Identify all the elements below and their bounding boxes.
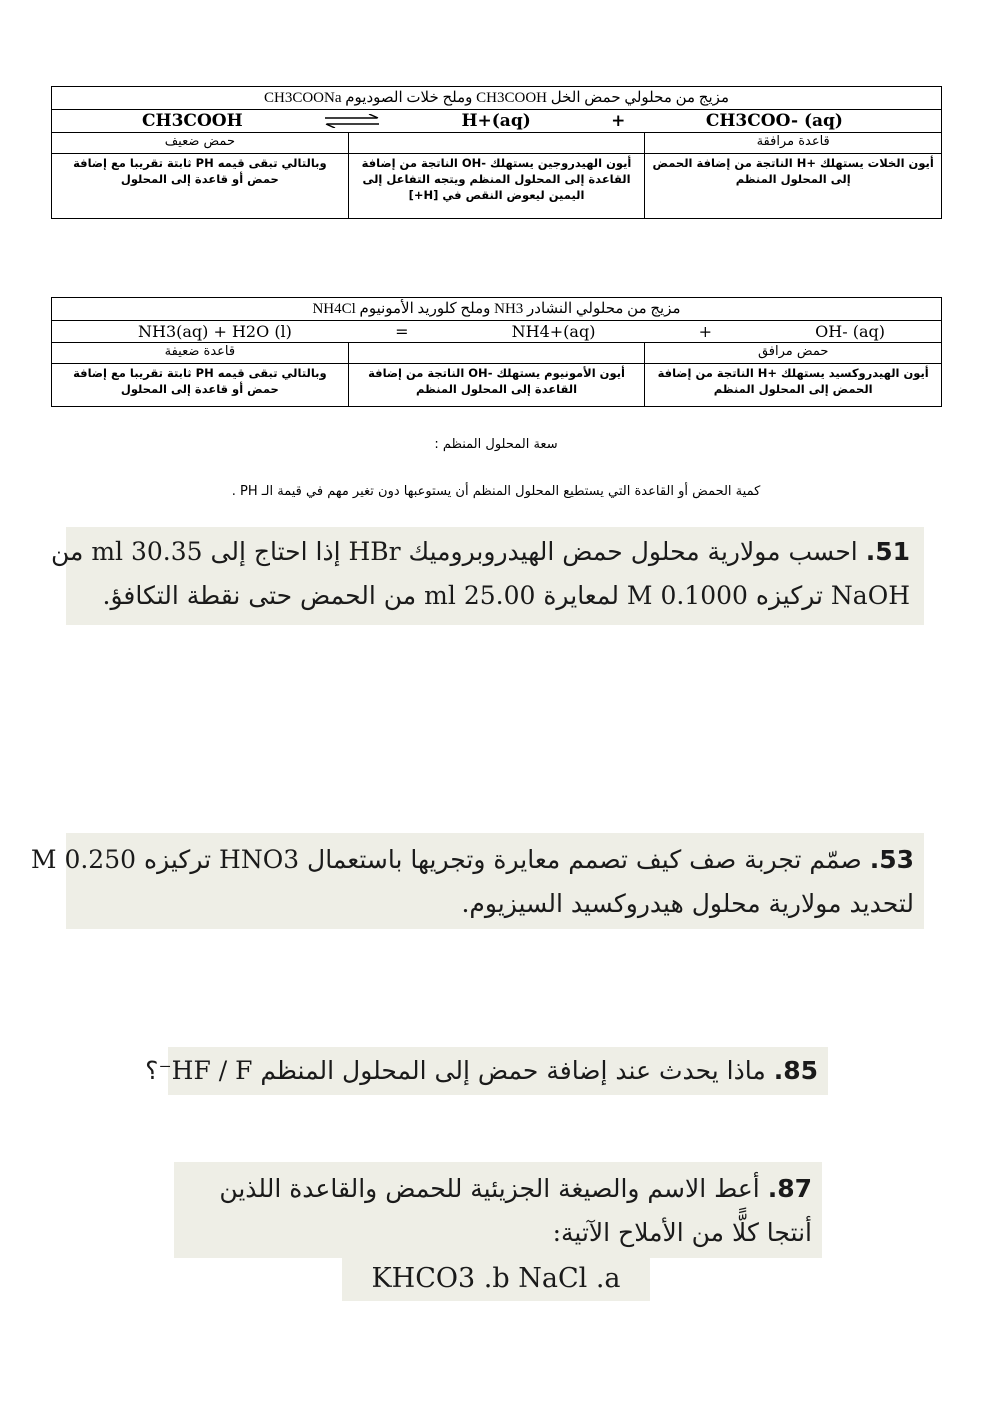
eq-reactants: NH3(aq) + H2O (l) (138, 322, 292, 341)
capacity-definition: كمية الحمض أو القاعدة التي يستطيع المحلول المنظم أن يستوعبها دون تغير مهم في قيمة الـ PH . (231, 484, 761, 499)
table-title: مزيج من محلولي النشادر NH3 وملح كلوريد الأمونيوم NH4Cl (52, 298, 942, 321)
question-text-line1: احسب مولارية محلول حمض الهيدروبروميك HBr إذا احتاج إلى 30.35 ml من (50, 537, 858, 566)
question-51 (50, 527, 924, 625)
eq-product-1: H+(aq) (461, 111, 531, 131)
question-text-line2: NaOH تركيزه 0.1000 M لمعايرة 25.00 ml من الحمض حتى نقطة التكافؤ. (102, 581, 910, 610)
label-weak-acid: حمض ضعيف (52, 133, 349, 154)
eq-product-2: OH- (aq) (815, 322, 885, 341)
label-empty (348, 133, 645, 154)
eq-plus: + (698, 322, 713, 341)
question-53 (30, 833, 924, 929)
capacity-heading: سعة المحلول المنظم : (434, 437, 558, 452)
question-text-line2: أنتجا كلًّا من الأملاح الآتية: (552, 1218, 812, 1247)
eq-product-1: NH4+(aq) (511, 322, 596, 341)
eq-product-2: CH3COO- (aq) (705, 111, 843, 131)
desc-hydroxide-ion: أيون الهيدروكسيد يستهلك +H الناتجة من إضافة الحمض إلى المحلول المنظم (645, 364, 942, 407)
desc-ammonium-ion: أيون الأمونيوم يستهلك -OH الناتجة من إضافة القاعدة إلى المحلول المنظم (348, 364, 645, 407)
desc-acetate-ion: أيون الخلات يستهلك +H الناتجة من إضافة الحمض إلى المحلول المنظم (645, 154, 942, 219)
label-conjugate-acid: حمض مرافق (645, 343, 942, 364)
question-85 (145, 1047, 828, 1095)
question-text-line2: لتحديد مولارية محلول هيدروكسيد السيزيوم. (461, 889, 914, 918)
question-number: 51. (865, 537, 910, 566)
question-number: 53. (869, 845, 914, 874)
question-number: 87. (767, 1174, 812, 1203)
desc-hydrogen-ion: أيون الهيدروجين يستهلك -OH الناتجة من إضافة القاعدة إلى المحلول المنظم ويتجه التفاعل إلى اليمين ليعوض النقص في [H+] (348, 154, 645, 219)
equilibrium-equation (52, 110, 942, 133)
table-title: مزيج من محلولي حمض الخل CH3COOH وملح خلات الصوديوم CH3COONa (52, 87, 942, 110)
buffer-table-ammonia (51, 297, 942, 407)
question-text-line1: صمّم تجربة صف كيف تصمم معايرة وتجريها باستعمال HNO3 تركيزه 0.250 M (30, 845, 862, 874)
equilibrium-arrow-icon (323, 114, 381, 128)
label-conjugate-base: قاعدة مرافقة (645, 133, 942, 154)
label-weak-base: قاعدة ضعيفة (52, 343, 349, 364)
question-text-line1: أعط الاسم والصيغة الجزيئية للحمض والقاعدة اللذين (219, 1174, 760, 1203)
label-empty (348, 343, 645, 364)
question-text: ماذا يحدث عند إضافة حمض إلى المحلول المنظم HF / F⁻؟ (145, 1056, 766, 1085)
eq-plus: + (611, 111, 626, 131)
desc-ph-constant: وبالتالي تبقى قيمه PH ثابتة تقريبا مع إضافة حمض أو قاعدة إلى المحلول (52, 364, 349, 407)
question-number: 85. (773, 1056, 818, 1085)
eq-reactant: CH3COOH (142, 111, 243, 131)
equilibrium-equation (52, 321, 942, 343)
question-87-options: KHCO3 .b NaCl .a (342, 1257, 650, 1301)
eq-equals: = (395, 322, 409, 341)
desc-ph-constant: وبالتالي تبقى قيمه PH ثابتة تقريبا مع إضافة حمض أو قاعدة إلى المحلول (52, 154, 349, 219)
question-87 (174, 1162, 822, 1258)
buffer-table-acetate (51, 86, 942, 219)
